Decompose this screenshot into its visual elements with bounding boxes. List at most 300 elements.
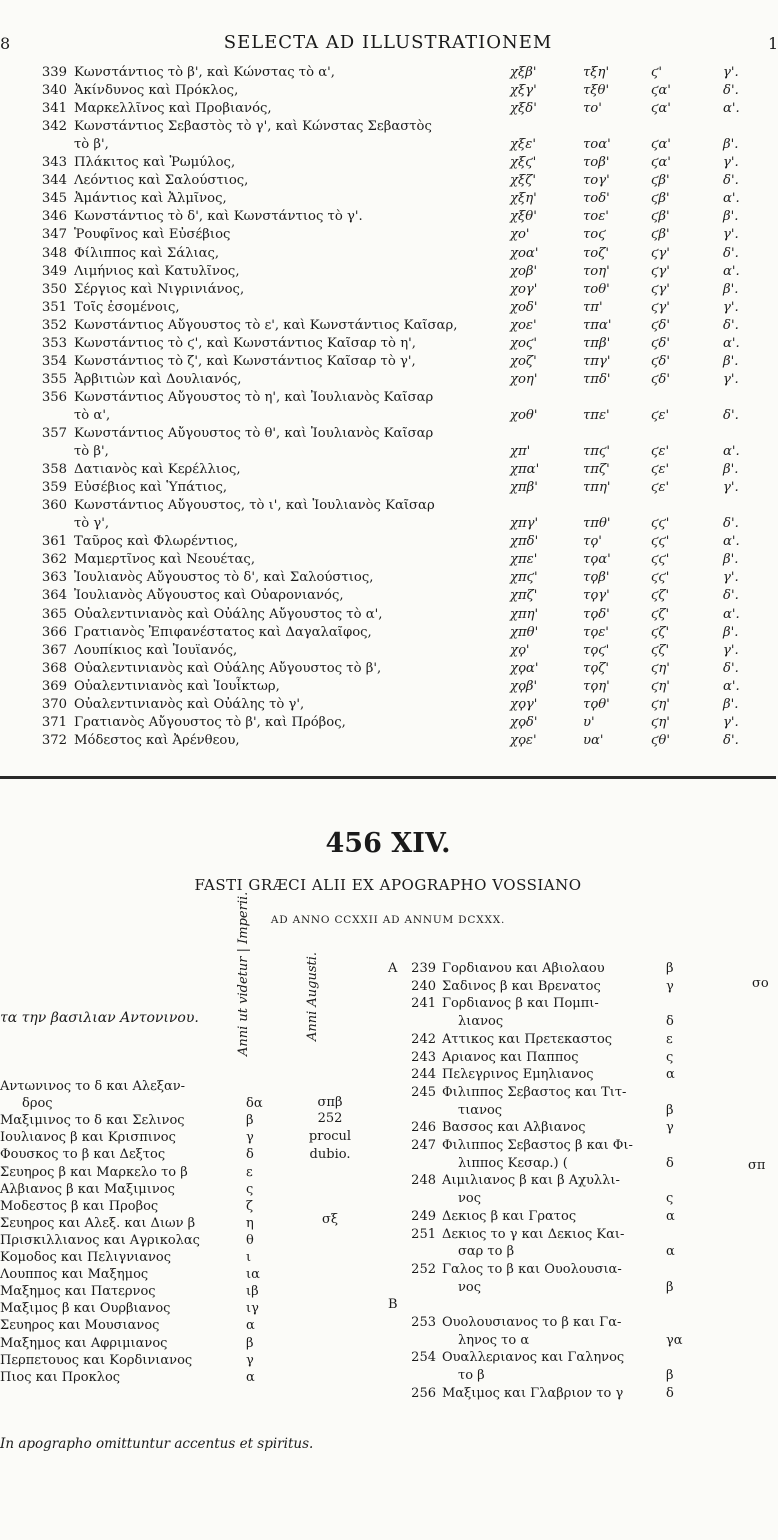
footnote: In apographo omittuntur accentus et spiritus. bbox=[0, 1436, 314, 1452]
consul-names: τὸ β', bbox=[74, 444, 109, 460]
anni-value: α bbox=[246, 1318, 255, 1334]
indiction-value: δ'. bbox=[723, 317, 739, 333]
section-divider bbox=[0, 776, 776, 779]
row-number: 348 bbox=[41, 245, 67, 261]
anni-value: β bbox=[666, 961, 674, 976]
indiction-value: β'. bbox=[723, 552, 739, 568]
year-number: 256 bbox=[411, 1385, 436, 1401]
row-number: 346 bbox=[41, 209, 67, 225]
consul-names: Σευηρος β και Μαρκελο το β bbox=[0, 1164, 188, 1180]
consul-names: ληνος το α bbox=[458, 1332, 530, 1348]
consul-names: Αλβιανος β και Μαξιμινος bbox=[0, 1181, 175, 1197]
anni-value: γα bbox=[666, 1332, 683, 1348]
consul-names: Γρατιανὸς Αὔγουστος τὸ β', καὶ Πρόβος, bbox=[74, 714, 346, 730]
consul-names: Σευηρος και Αλεξ. και Διων β bbox=[0, 1215, 196, 1231]
table-row bbox=[0, 118, 776, 135]
cycle-value: ϛζ' bbox=[651, 588, 670, 604]
page-number-right: 1 bbox=[768, 34, 778, 53]
consul-names: Αττικος και Πρετεκαστος bbox=[442, 1031, 613, 1047]
indiction-value: δ'. bbox=[723, 173, 739, 189]
year-value: χϙ' bbox=[510, 642, 530, 658]
indiction-value: δ'. bbox=[723, 732, 739, 748]
year-value: χοη' bbox=[510, 371, 538, 387]
year-number: 239 bbox=[411, 961, 436, 976]
section-number: 456 XIV. bbox=[325, 828, 451, 859]
year-value: τοζ' bbox=[583, 245, 610, 261]
section-title: FASTI GRÆCI ALII EX APOGRAPHO VOSSIANO bbox=[194, 876, 582, 894]
list-item bbox=[380, 1102, 776, 1119]
indiction-value: α'. bbox=[723, 534, 740, 550]
list-item bbox=[380, 1031, 776, 1048]
anni-value: δ bbox=[246, 1147, 254, 1163]
consul-names: Λεόντιος καὶ Σαλούστιος, bbox=[74, 173, 249, 189]
table-row bbox=[0, 263, 776, 280]
consul-names: Δατιανὸς καὶ Κερέλλιος, bbox=[74, 462, 241, 478]
year-value: τϙζ' bbox=[583, 660, 610, 676]
row-number: 370 bbox=[41, 696, 67, 712]
cycle-value: ϛε' bbox=[651, 407, 670, 423]
list-item bbox=[380, 1296, 776, 1313]
year-value: χοϛ' bbox=[510, 335, 537, 351]
year-value: τπθ' bbox=[583, 516, 611, 532]
year-value: τοδ' bbox=[583, 191, 610, 207]
consul-names: Λιμήνιος καὶ Κατυλῖνος, bbox=[74, 263, 240, 279]
consul-names: Μαρκελλῖνος καὶ Προβιανός, bbox=[74, 101, 272, 117]
cycle-value: ϛδ' bbox=[651, 335, 670, 351]
anni-value: ζ bbox=[246, 1198, 254, 1214]
cycle-value: ϛδ' bbox=[651, 371, 670, 387]
list-item bbox=[0, 1283, 380, 1300]
year-value: χξε' bbox=[510, 137, 536, 153]
year-value: χπϛ' bbox=[510, 570, 538, 586]
running-title: SELECTA AD ILLUSTRATIONEM bbox=[223, 32, 553, 53]
indiction-value: α'. bbox=[723, 101, 740, 117]
list-item bbox=[380, 1261, 776, 1278]
year-value: τπε' bbox=[583, 407, 610, 423]
anni-value: γ bbox=[246, 1130, 254, 1146]
table-row bbox=[0, 696, 776, 713]
year-value: χπγ' bbox=[510, 516, 539, 532]
consul-names: Πρισκιλλιανος και Αγρικολας bbox=[0, 1232, 200, 1248]
row-number: 355 bbox=[41, 371, 67, 387]
year-value: υ' bbox=[583, 714, 595, 730]
year-value: χοε' bbox=[510, 317, 537, 333]
year-value: χπδ' bbox=[510, 534, 539, 550]
indiction-value: δ'. bbox=[723, 516, 739, 532]
row-number: 365 bbox=[41, 606, 67, 622]
cycle-value: ϛη' bbox=[651, 696, 670, 712]
consul-names: Κομοδος και Πελιγνιανος bbox=[0, 1250, 171, 1265]
table-row bbox=[0, 172, 776, 189]
consul-names: Φουσκος το β και Δεξτος bbox=[0, 1147, 166, 1163]
table-row bbox=[0, 154, 776, 171]
list-item bbox=[0, 1181, 380, 1198]
consul-names: Μόδεστος καὶ Ἀρένθεου, bbox=[74, 732, 240, 748]
year-value: χξζ' bbox=[510, 173, 537, 189]
year-value: τπη' bbox=[583, 480, 611, 496]
indiction-value: α'. bbox=[723, 263, 740, 279]
list-item bbox=[0, 1335, 380, 1352]
indiction-value: δ'. bbox=[723, 83, 739, 99]
table-row bbox=[0, 371, 776, 388]
anni-value: ε bbox=[666, 1031, 673, 1047]
row-number: 357 bbox=[41, 426, 67, 441]
list-item bbox=[380, 1155, 776, 1172]
year-value: τξθ' bbox=[583, 83, 610, 99]
year-value: χξη' bbox=[510, 191, 537, 207]
consul-names: Τοῖς ἐσομένοις, bbox=[74, 299, 180, 315]
left-table-heading: τα την βασιλιαν Αντονινου. bbox=[0, 1010, 199, 1026]
consul-names: Ουαλλεριανος και Γαληνος bbox=[442, 1350, 625, 1366]
table-row bbox=[0, 335, 776, 352]
year-number: 253 bbox=[411, 1315, 436, 1330]
table-row bbox=[0, 515, 776, 532]
consul-names: Κωνστάντιος τὸ ϛ', καὶ Κωνστάντιος Καῖσαρ τὸ η', bbox=[74, 335, 416, 351]
row-number: 349 bbox=[41, 263, 67, 279]
row-number: 359 bbox=[41, 480, 67, 496]
consul-names: Ῥουφῖνος καὶ Εὐσέβιος bbox=[74, 227, 231, 243]
page-number-left: 8 bbox=[0, 34, 11, 53]
row-number: 356 bbox=[41, 389, 67, 405]
anni-value: ιγ bbox=[246, 1301, 259, 1317]
row-number: 351 bbox=[41, 299, 67, 315]
anni-value: α bbox=[666, 1067, 675, 1083]
indiction-value: γ'. bbox=[723, 480, 739, 496]
row-number: 371 bbox=[41, 714, 67, 730]
anni-value: δ bbox=[666, 1155, 674, 1171]
indiction-value: β'. bbox=[723, 209, 739, 225]
year-value: χξθ' bbox=[510, 209, 537, 225]
consul-names: τὸ γ', bbox=[74, 516, 110, 532]
margin-letter: B bbox=[388, 1297, 398, 1313]
list-item bbox=[0, 1352, 380, 1369]
list-item bbox=[380, 1243, 776, 1260]
cycle-value: ϛα' bbox=[651, 155, 671, 171]
year-value: τξη' bbox=[583, 65, 610, 80]
anni-value: α bbox=[666, 1208, 675, 1224]
consul-names: Φιλιππος Σεβαστος β και Φι- bbox=[442, 1138, 633, 1153]
year-value: το' bbox=[583, 101, 602, 117]
year-value: χο' bbox=[510, 227, 530, 243]
consul-names: Κωνστάντιος τὸ δ', καὶ Κωνστάντιος τὸ γ'. bbox=[74, 209, 363, 225]
list-item bbox=[380, 1349, 776, 1366]
consul-names: Ἀκίνδυνος καὶ Πρόκλος, bbox=[74, 83, 239, 99]
row-number: 343 bbox=[41, 155, 67, 171]
year-value: τοβ' bbox=[583, 155, 610, 171]
row-number: 352 bbox=[41, 317, 67, 333]
year-value: τογ' bbox=[583, 173, 610, 189]
table-row bbox=[0, 407, 776, 424]
cycle-value: ϛθ' bbox=[651, 732, 670, 748]
cycle-value: ϛα' bbox=[651, 83, 671, 99]
consul-names: Φίλιππος καὶ Σάλιας, bbox=[74, 245, 220, 261]
year-value: χξδ' bbox=[510, 101, 537, 117]
indiction-value: α'. bbox=[723, 444, 740, 460]
cycle-value: ϛα' bbox=[651, 101, 671, 117]
indiction-value: α'. bbox=[723, 335, 740, 351]
anni-value: η bbox=[246, 1215, 254, 1231]
list-item bbox=[380, 1332, 776, 1349]
year-number: 248 bbox=[411, 1173, 436, 1189]
cycle-value: ϛδ' bbox=[651, 353, 670, 369]
table-row bbox=[0, 317, 776, 334]
anni-value: ιβ bbox=[246, 1284, 259, 1300]
indiction-value: δ'. bbox=[723, 660, 739, 676]
anni-value: ς bbox=[666, 1049, 674, 1065]
cycle-value: ϛη' bbox=[651, 678, 670, 694]
cycle-value: ϛγ' bbox=[651, 245, 670, 261]
cycle-value: ϛε' bbox=[651, 444, 670, 460]
indiction-value: γ'. bbox=[723, 714, 739, 730]
anni-value: ς bbox=[666, 1191, 674, 1207]
row-number: 339 bbox=[41, 65, 67, 80]
list-item bbox=[0, 1078, 380, 1095]
cycle-value: ϛϛ' bbox=[651, 570, 670, 586]
year-value: χπη' bbox=[510, 606, 539, 622]
year-number: 252 bbox=[411, 1261, 436, 1277]
table-row bbox=[0, 551, 776, 568]
table-row bbox=[0, 569, 776, 586]
year-number: 240 bbox=[411, 978, 436, 994]
indiction-value: γ'. bbox=[723, 155, 739, 171]
year-number: 241 bbox=[411, 996, 436, 1012]
year-value: χοβ' bbox=[510, 263, 538, 279]
consul-names: Κωνστάντιος Σεβαστὸς τὸ γ', καὶ Κώνστας Σεβαστὸς bbox=[74, 119, 432, 135]
table-row bbox=[0, 660, 776, 677]
row-number: 341 bbox=[41, 101, 67, 117]
consul-names: Γορδιανος β και Πομπι- bbox=[442, 996, 599, 1012]
column-head-anni-augusti: Anni Augusti. bbox=[305, 951, 320, 1041]
anni-value: γ bbox=[666, 978, 674, 994]
consul-names: Ιουλιανος β και Κρισπινος bbox=[0, 1130, 176, 1146]
consul-names: Δεκιος το γ και Δεκιος Και- bbox=[442, 1226, 625, 1242]
year-value: τπβ' bbox=[583, 335, 611, 351]
cycle-value: ϛϛ' bbox=[651, 516, 670, 532]
consul-names: τὸ α', bbox=[74, 407, 111, 423]
table-row bbox=[0, 624, 776, 641]
year-value: χπα' bbox=[510, 462, 540, 478]
consul-names: Οὐαλεντινιανὸς καὶ Ἰουἶκτωρ, bbox=[74, 678, 280, 694]
consul-names: Μαξιμος β και Ουρβιανος bbox=[0, 1301, 171, 1317]
consul-names: Βασσος και Αλβιανος bbox=[442, 1120, 586, 1136]
year-value: χοα' bbox=[510, 245, 539, 261]
table-row bbox=[0, 732, 776, 749]
indiction-value: β'. bbox=[723, 353, 739, 369]
anni-value: β bbox=[246, 1113, 254, 1129]
list-item bbox=[380, 1385, 776, 1402]
consul-names: σαρ το β bbox=[458, 1244, 515, 1260]
augusti-note: σπβ bbox=[317, 1095, 343, 1110]
indiction-value: β'. bbox=[723, 696, 739, 712]
table-row bbox=[0, 208, 776, 225]
year-value: τϙη' bbox=[583, 678, 610, 694]
year-value: τπζ' bbox=[583, 462, 610, 478]
year-value: τϙγ' bbox=[583, 588, 610, 604]
cycle-value: ϛβ' bbox=[651, 173, 670, 189]
row-number: 366 bbox=[41, 624, 67, 640]
cycle-value: ϛϛ' bbox=[651, 534, 670, 550]
anni-value: δ bbox=[666, 1014, 674, 1030]
list-item bbox=[380, 1208, 776, 1225]
table-row bbox=[0, 714, 776, 731]
cycle-value: ϛα' bbox=[651, 137, 671, 153]
year-number: 247 bbox=[411, 1138, 436, 1153]
consul-names: Σέργιος καὶ Νιγρινιάνος, bbox=[74, 281, 245, 297]
consul-names: Κωνστάντιος τὸ β', καὶ Κώνστας τὸ α', bbox=[74, 65, 335, 80]
row-number: 362 bbox=[41, 552, 67, 568]
year-value: τπγ' bbox=[583, 353, 611, 369]
table-row bbox=[0, 461, 776, 478]
list-item bbox=[380, 1049, 776, 1066]
row-number: 369 bbox=[41, 678, 67, 694]
anni-value: δ bbox=[666, 1385, 674, 1401]
consul-names: Μαξιμος και Γλαβριον το γ bbox=[442, 1385, 624, 1401]
table-row bbox=[0, 64, 776, 81]
cycle-value: ϛγ' bbox=[651, 299, 670, 315]
cycle-value: ϛδ' bbox=[651, 317, 670, 333]
consul-names: Μαξημος και Αφριμιανος bbox=[0, 1335, 168, 1351]
anni-value: ε bbox=[246, 1164, 253, 1180]
anni-value: α bbox=[666, 1244, 675, 1260]
row-number: 368 bbox=[41, 660, 67, 676]
year-number: 242 bbox=[411, 1031, 436, 1047]
list-item bbox=[0, 1232, 380, 1249]
indiction-value: γ'. bbox=[723, 642, 739, 658]
row-number: 372 bbox=[41, 732, 67, 748]
consul-names: Αριανος και Παππος bbox=[442, 1049, 579, 1065]
consul-names: τὸ β', bbox=[74, 137, 109, 153]
cycle-value: ϛζ' bbox=[651, 624, 670, 640]
cycle-value: ϛη' bbox=[651, 660, 670, 676]
anni-value: θ bbox=[246, 1232, 254, 1248]
row-number: 353 bbox=[41, 335, 67, 351]
consul-names: νος bbox=[458, 1191, 482, 1207]
year-value: τϙθ' bbox=[583, 696, 610, 712]
indiction-value: γ'. bbox=[723, 371, 739, 387]
table-row bbox=[0, 82, 776, 99]
year-value: τοϛ bbox=[583, 227, 606, 243]
year-number: 249 bbox=[411, 1208, 436, 1224]
year-number: 251 bbox=[411, 1226, 436, 1242]
consul-names: Ουολουσιανος το β και Γα- bbox=[442, 1315, 622, 1330]
consul-names: Πελεγρινος Εμηλιανος bbox=[442, 1067, 594, 1083]
consul-names: Περπετουος και Κορδινιανος bbox=[0, 1352, 193, 1368]
row-number: 363 bbox=[41, 570, 67, 586]
indiction-value: α'. bbox=[723, 191, 740, 207]
year-value: χϙβ' bbox=[510, 678, 538, 694]
list-item bbox=[380, 1172, 776, 1189]
indiction-value: β'. bbox=[723, 281, 739, 297]
list-item bbox=[380, 995, 776, 1012]
table-row bbox=[0, 245, 776, 262]
cycle-value: ϛη' bbox=[651, 714, 670, 730]
year-value: χπε' bbox=[510, 552, 538, 568]
list-item bbox=[0, 1164, 380, 1181]
year-value: χπθ' bbox=[510, 624, 539, 640]
column-head-anni-imperii: Anni ut videtur | Imperii. bbox=[236, 891, 251, 1056]
year-value: τϙα' bbox=[583, 552, 611, 568]
edge-fragment: σο bbox=[752, 976, 769, 991]
augusti-note: 252 bbox=[317, 1111, 343, 1126]
consul-names: Μοδεστος β και Προβος bbox=[0, 1198, 159, 1214]
table-row bbox=[0, 353, 776, 370]
row-number: 354 bbox=[41, 353, 67, 369]
row-number: 361 bbox=[41, 534, 67, 550]
table-row bbox=[0, 497, 776, 514]
year-value: χξβ' bbox=[510, 65, 537, 80]
consul-names: Μαμερτῖνος καὶ Νεουέτας, bbox=[74, 552, 256, 568]
indiction-value: α'. bbox=[723, 606, 740, 622]
list-item bbox=[0, 1266, 380, 1283]
augusti-note: σξ bbox=[321, 1212, 339, 1227]
table-row bbox=[0, 642, 776, 659]
row-number: 350 bbox=[41, 281, 67, 297]
indiction-value: δ'. bbox=[723, 407, 739, 423]
year-value: τοε' bbox=[583, 209, 609, 225]
cycle-value: ϛβ' bbox=[651, 209, 670, 225]
table-row bbox=[0, 479, 776, 496]
consul-names: Γαλος το β και Ουολουσια- bbox=[442, 1261, 622, 1277]
year-value: τοθ' bbox=[583, 281, 610, 297]
year-value: τϙβ' bbox=[583, 570, 610, 586]
year-value: τοα' bbox=[583, 137, 611, 153]
list-item bbox=[380, 1279, 776, 1296]
anni-value: γ bbox=[246, 1352, 254, 1368]
year-value: χϙα' bbox=[510, 660, 539, 676]
year-value: χξγ' bbox=[510, 83, 537, 99]
consul-names: Ἀμάντιος καὶ Ἀλμῖνος, bbox=[74, 191, 227, 207]
anni-value: α bbox=[246, 1369, 255, 1385]
consul-names: το β bbox=[458, 1368, 485, 1384]
list-item bbox=[0, 1317, 380, 1334]
consul-names: Δεκιος β και Γρατος bbox=[442, 1208, 577, 1224]
consul-names: Μαξιμινος το δ και Σελινος bbox=[0, 1113, 185, 1129]
consul-names: Γρατιανὸς Ἐπιφανέστατος καὶ Δαγαλαῖφος, bbox=[74, 624, 372, 640]
anni-value: β bbox=[666, 1102, 674, 1118]
consul-names: Ἰουλιανὸς Αὔγουστος τὸ δ', καὶ Σαλούστιος, bbox=[74, 570, 374, 586]
indiction-value: δ'. bbox=[723, 588, 739, 604]
cycle-value: ϛβ' bbox=[651, 191, 670, 207]
table-row bbox=[0, 533, 776, 550]
cycle-value: ϛβ' bbox=[651, 227, 670, 243]
year-value: τπδ' bbox=[583, 371, 611, 387]
consul-names: Ἀρβιτιὼν καὶ Δουλιανός, bbox=[74, 371, 242, 387]
indiction-value: γ'. bbox=[723, 299, 739, 315]
consul-names: Κωνστάντιος Αὔγουστος τὸ θ', καὶ Ἰουλιανὸς Καῖσαρ bbox=[74, 426, 434, 441]
indiction-value: γ'. bbox=[723, 227, 739, 243]
consul-names: Πλάκιτος καὶ Ῥωμύλος, bbox=[74, 155, 236, 171]
year-value: τπ' bbox=[583, 299, 603, 315]
cycle-value: ϛ' bbox=[651, 65, 663, 80]
anni-value: γ bbox=[666, 1120, 674, 1136]
table-row bbox=[0, 606, 776, 623]
cycle-value: ϛϛ' bbox=[651, 552, 670, 568]
consul-names: Οὐαλεντινιανὸς καὶ Οὐάλης τὸ γ', bbox=[74, 696, 305, 712]
row-number: 358 bbox=[41, 462, 67, 478]
list-item bbox=[0, 1300, 380, 1317]
list-item bbox=[0, 1249, 380, 1266]
table-row bbox=[0, 678, 776, 695]
table-row bbox=[0, 389, 776, 406]
row-number: 344 bbox=[41, 173, 67, 189]
year-number: 243 bbox=[411, 1049, 436, 1065]
list-item bbox=[380, 978, 776, 995]
list-item bbox=[0, 1369, 380, 1386]
table-row bbox=[0, 100, 776, 117]
cycle-value: ϛγ' bbox=[651, 263, 670, 279]
year-value: χϙδ' bbox=[510, 714, 538, 730]
row-number: 340 bbox=[41, 83, 67, 99]
